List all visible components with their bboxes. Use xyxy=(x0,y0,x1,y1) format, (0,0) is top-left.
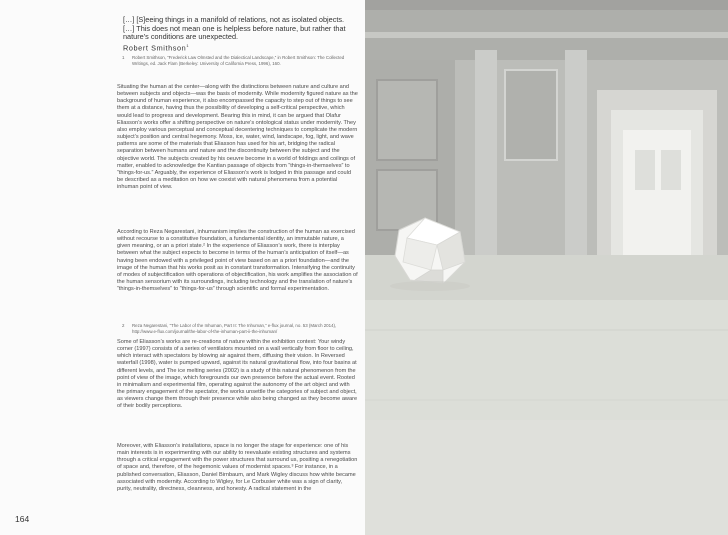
footnote-2-text: Reza Negarestani, “The Labor of the Inhuman, Part II: The Inhuman,” e-flux journal, no. 53 (March 2014), http://www.e-flux.com/journal/the-labor-of-the-inhuman-part-ii-the-inhuman/ xyxy=(132,323,337,334)
epigraph-text: […] [S]eeing things in a manifold of relations, not as isolated objects. […] This does not mean one is helpless before nature, but rather that nature’s conditions are unexpected. xyxy=(123,15,346,42)
paragraph-1 xyxy=(117,84,358,191)
footnote-1-number: 1 xyxy=(122,55,125,60)
photo-overlay xyxy=(365,0,728,535)
paragraph-1-text: Situating the human at the center—along with the distinctions between nature and culture and between subjects and objects—was the basis of modernity. While modernity figured nature as the background of human experience, it also encompassed the capacity to step out of things to see them at a distance, having thus the possibility of developing a self-critical perspective, which would lead to progress and development. Bearing this in mind, it can be argued that Olafur Eliasson’s works offer a shifting perspective on nature’s ontological status under modernity. They also employ various perceptual and conceptual decentering techniques to complicate the modern subject’s position and central hegemony. Moss, ice, water, wind, landscape, fog, light, and wave patterns are some of the materials that Eliasson has used for his art, bridging the radical separation between humans and nature and the discontinuity between the subject and the objective world. The subjects created by his oeuvre become in a world of foldings and coilings of matter, enabled to acknowledge the Kantian passage of objects from “things-in-themselves” to “things-for-us.” Arguably, the experience of Eliasson’s work is lodged in this passage and could be described as a meditation on how we coexist with natural phenomena from a potential inhuman point of view. xyxy=(117,84,358,191)
footnote-1 xyxy=(122,55,357,66)
paragraph-3 xyxy=(117,339,358,411)
epigraph-author-line xyxy=(123,42,355,53)
epigraph xyxy=(123,16,355,53)
paragraph-2 xyxy=(117,229,358,293)
paragraph-4 xyxy=(117,443,358,493)
epigraph-author: Robert Smithson xyxy=(123,43,187,53)
paragraph-4-text: Moreover, with Eliasson’s installations, space is no longer the stage for experience: one of his main interests is in experimenting with our ability to reevaluate existing structures and systems through a critical engagement with the power structures that surround us, positing a renegotiation of space and, therefore, of the hegemonic values of modernist spaces.³ For instance, in a published conversation, Eliasson, Daniel Birnbaum, and Mark Wigley discuss how white became associated with modernity. According to Wigley, for Le Corbusier white was a sign of clarity, purity, neutrality, directness, cleanness, and honesty. A radical statement in the xyxy=(117,443,358,492)
footnote-2-number: 2 xyxy=(122,323,125,328)
gallery-photo xyxy=(365,0,728,535)
footnote-2 xyxy=(122,323,357,334)
page-number: 164 xyxy=(15,514,30,524)
footnote-1-text: Robert Smithson, “Frederick Law Olmsted and the Dialectical Landscape,” in Robert Smithson: The Collected Writings, ed. Jack Flam (Berkeley: University of California Press, 1996), 160. xyxy=(132,55,345,66)
paragraph-2-text: According to Reza Negarestani, inhumanism implies the construction of the human as exercised without recourse to a constitutive foundation, a fundamental identity, an immutable nature, a given meaning, or an a priori state.² In the experience of Eliasson’s work, there is interplay between what the subject expects to become in terms of the human’s anticipation of itself—as having been endowed with a privileged point of view based on an a priori foundation—and the image of the human that his works posit as in constant transformation. Intensifying the continuity of modes of subjectification with operations of objectification, his work amplifies the association of the human sensorium with its surroundings, including technology and the translation of nature’s “things-in-themselves” to “things-for-us” through scientific and formal experimentation. xyxy=(117,229,358,293)
epigraph-footnote-marker: 1 xyxy=(186,42,189,48)
paragraph-3-text: Some of Eliasson’s works are re-creations of nature within the exhibition context: Your windy corner (1997) consists of a series of ventilators mounted on a wall vertically from floor to ceiling, which interact with spectators by blowing air against them, diffusing their vision. In Reversed waterfall (1998), water is pumped upward, against its natural gravitational flow, into four basins at different levels, and The ice melting series (2002) is a study of this natural phenomenon from the point of view of the image, which foregrounds our own presence before the actual event. Rooted in minimalism and experimental film, operating against the autonomy of the art object and with the primary engagement of the spectator, the works unsettle the categories of subject and object, as viewers change them through their presence while also being changed as they become aware of their bodily perceptions. xyxy=(117,339,358,410)
